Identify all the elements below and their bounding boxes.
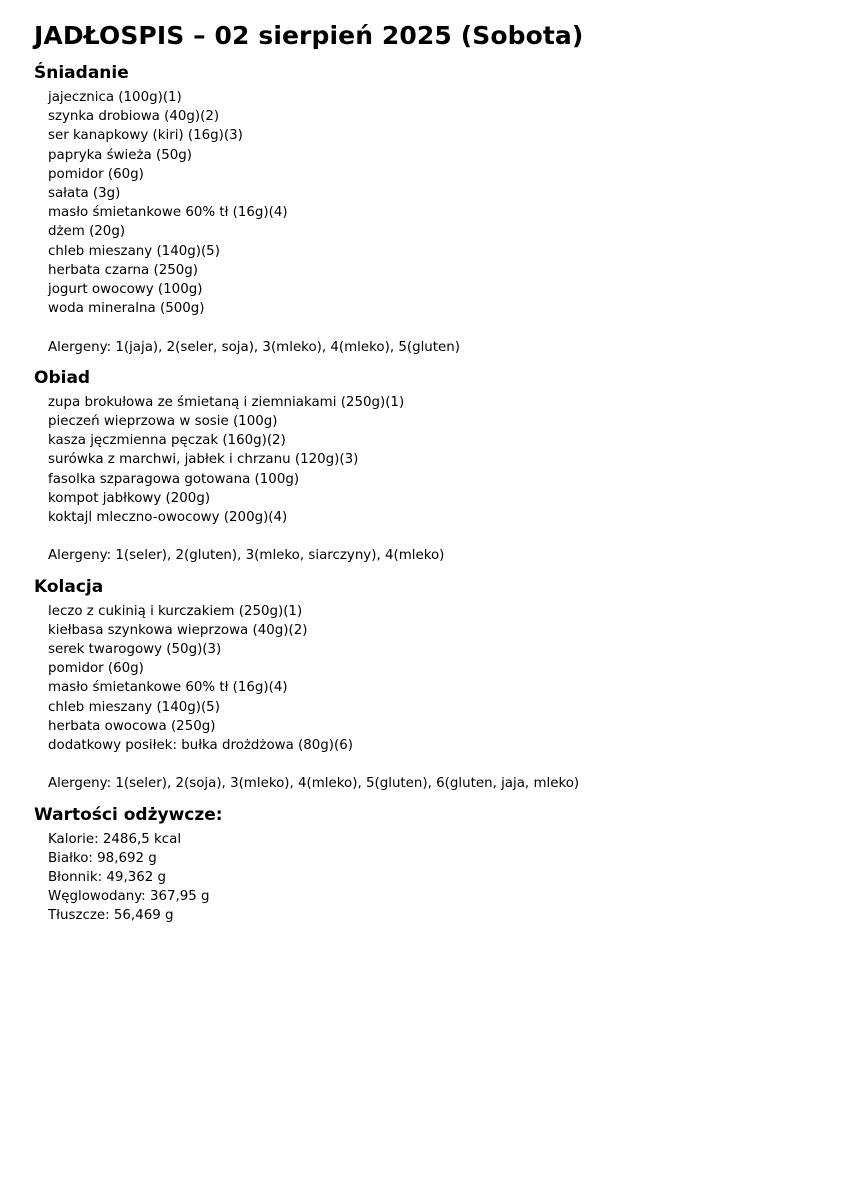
meal-item: pomidor (60g)	[48, 166, 144, 182]
meal-item: chleb mieszany (140g)(5)	[48, 699, 220, 715]
allergens-note: Alergeny: 1(jaja), 2(seler, soja), 3(mleko), 4(mleko), 5(gluten)	[48, 339, 460, 355]
meal-section-breakfast	[34, 62, 824, 357]
meal-items	[34, 602, 824, 756]
nutrition-item: Błonnik: 49,362 g	[48, 870, 167, 886]
nutrition-item: Kalorie: 2486,5 kcal	[48, 831, 182, 847]
meal-items	[34, 393, 824, 527]
meal-item: chleb mieszany (140g)(5)	[48, 243, 220, 259]
nutrition-item: Węglowodany: 367,95 g	[48, 889, 210, 905]
meal-item: jajecznica (100g)(1)	[48, 90, 182, 105]
meal-item: jogurt owocowy (100g)	[48, 282, 203, 298]
meal-item: dodatkowy posiłek: bułka drożdżowa (80g)(6)	[48, 738, 354, 754]
nutrition-item: Tłuszcze: 56,469 g	[48, 908, 174, 924]
meal-item: herbata czarna (250g)	[48, 262, 198, 278]
meal-item: papryka świeża (50g)	[48, 147, 192, 163]
meal-item: ser kanapkowy (kiri) (16g)(3)	[48, 128, 243, 144]
meal-item: kasza jęczmienna pęczak (160g)(2)	[48, 433, 286, 449]
meal-item: zupa brokułowa ze śmietaną i ziemniakami (250g)(1)	[48, 394, 405, 410]
meal-item: szynka drobiowa (40g)(2)	[48, 109, 220, 125]
menu-document	[34, 18, 824, 936]
allergens-note: Alergeny: 1(seler), 2(soja), 3(mleko), 4(mleko), 5(gluten), 6(gluten, jaja, mleko)	[48, 776, 580, 792]
meal-heading: Kolacja	[34, 576, 104, 597]
meal-item: kiełbasa szynkowa wieprzowa (40g)(2)	[48, 622, 308, 638]
nutrition-items	[34, 830, 824, 926]
meal-items	[34, 88, 824, 318]
meal-item: serek twarogowy (50g)(3)	[48, 642, 222, 658]
nutrition-heading: Wartości odżywcze:	[34, 804, 223, 825]
meal-item: dżem (20g)	[48, 224, 126, 240]
allergens-note: Alergeny: 1(seler), 2(gluten), 3(mleko, siarczyny), 4(mleko)	[48, 548, 445, 564]
meal-item: pieczeń wieprzowa w sosie (100g)	[48, 414, 278, 430]
meal-item: pomidor (60g)	[48, 661, 144, 677]
meal-section-lunch	[34, 367, 824, 566]
meal-item: kompot jabłkowy (200g)	[48, 490, 211, 506]
meal-heading: Śniadanie	[34, 63, 129, 83]
meal-item: masło śmietankowe 60% tł (16g)(4)	[48, 680, 288, 696]
meal-item: koktajl mleczno-owocowy (200g)(4)	[48, 510, 288, 526]
meal-item: woda mineralna (500g)	[48, 301, 205, 317]
meal-item: sałata (3g)	[48, 186, 121, 202]
page-title: JADŁOSPIS – 02 sierpień 2025 (Sobota)	[34, 21, 584, 50]
meal-item: leczo z cukinią i kurczakiem (250g)(1)	[48, 603, 303, 619]
nutrition-item: Białko: 98,692 g	[48, 850, 157, 866]
nutrition-section	[34, 804, 824, 926]
meal-heading: Obiad	[34, 367, 91, 388]
meal-item: fasolka szparagowa gotowana (100g)	[48, 471, 300, 487]
meal-item: surówka z marchwi, jabłek i chrzanu (120g)(3)	[48, 452, 359, 468]
meal-section-dinner	[34, 576, 824, 794]
meal-item: herbata owocowa (250g)	[48, 718, 216, 734]
meal-item: masło śmietankowe 60% tł (16g)(4)	[48, 205, 288, 221]
